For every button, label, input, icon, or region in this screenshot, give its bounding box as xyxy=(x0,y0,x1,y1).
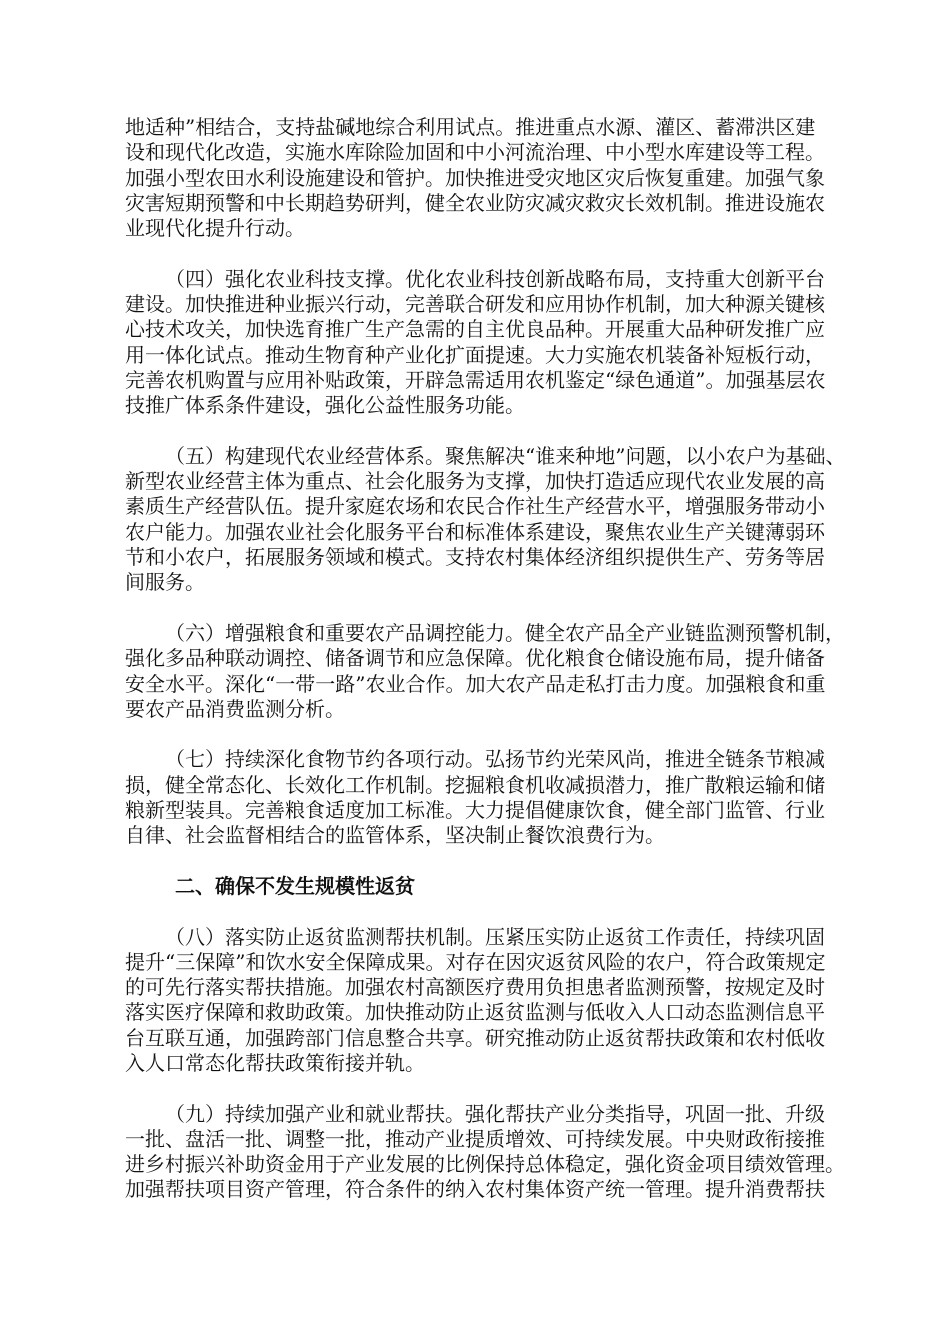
text-line: 入人口常态化帮扶政策衔接并轨。 xyxy=(125,1050,425,1075)
text-line: 灾害短期预警和中长期趋势研判，健全农业防灾减灾救灾长效机制。推进设施农 xyxy=(125,190,825,215)
text-line: 用一体化试点。推动生物育种产业化扩面提速。大力实施农机装备补短板行动， xyxy=(125,342,825,367)
paragraph-spacer xyxy=(125,241,807,266)
text-line: 落实医疗保障和救助政策。加快推动防止返贫监测与低收入人口动态监测信息平 xyxy=(125,1000,825,1025)
text-line: 进乡村振兴补助资金用于产业发展的比例保持总体稳定，强化资金项目绩效管理。 xyxy=(125,1152,845,1177)
text-line: 的可先行落实帮扶措施。加强农村高额医疗费用负担患者监测预警，按规定及时 xyxy=(125,975,825,1000)
text-line: 损，健全常态化、长效化工作机制。挖掘粮食机收减损潜力，推广散粮运输和储 xyxy=(125,772,825,797)
text-line: 强化多品种联动调控、储备调节和应急保障。优化粮食仓储设施布局，提升储备 xyxy=(125,646,825,671)
text-line: 农户能力。加强农业社会化服务平台和标准体系建设，聚焦农业生产关键薄弱环 xyxy=(125,519,825,544)
text-line: 建设。加快推进种业振兴行动，完善联合研发和应用协作机制，加大种源关键核 xyxy=(125,292,825,317)
text-line: （六）增强粮食和重要农产品调控能力。健全农产品全产业链监测预警机制， xyxy=(165,620,845,645)
text-line: 素质生产经营队伍。提升家庭农场和农民合作社生产经营水平，增强服务带动小 xyxy=(125,494,825,519)
paragraph xyxy=(125,443,846,596)
text-line: 要农产品消费监测分析。 xyxy=(125,696,345,721)
text-line: （四）强化农业科技支撑。优化农业科技创新战略布局，支持重大创新平台 xyxy=(165,266,825,291)
text-line: 间服务。 xyxy=(125,570,205,595)
text-line: 新型农业经营主体为重点、社会化服务为支撑，加快打造适应现代农业发展的高 xyxy=(125,469,825,494)
paragraph xyxy=(125,620,845,722)
paragraph-spacer xyxy=(125,722,807,747)
text-line: 加强帮扶项目资产管理，符合条件的纳入农村集体资产统一管理。提升消费帮扶 xyxy=(125,1177,825,1202)
paragraph-spacer xyxy=(125,1076,807,1101)
section-heading: 二、确保不发生规模性返贫 xyxy=(175,873,415,898)
paragraph xyxy=(125,924,826,1077)
text-line: （八）落实防止返贫监测帮扶机制。压紧压实防止返贫工作责任，持续巩固 xyxy=(165,924,825,949)
text-line: 业现代化提升行动。 xyxy=(125,216,305,241)
paragraph-spacer xyxy=(125,596,807,621)
text-line: 台互联互通，加强跨部门信息整合共享。研究推动防止返贫帮扶政策和农村低收 xyxy=(125,1025,825,1050)
text-line: 设和现代化改造，实施水库除险加固和中小河流治理、中小型水库建设等工程。 xyxy=(125,140,825,165)
text-line: 心技术攻关，加快选育推广生产急需的自主优良品种。开展重大品种研发推广应 xyxy=(125,317,825,342)
paragraph-spacer xyxy=(125,419,807,444)
text-line: 一批、盘活一批、调整一批，推动产业提质增效、可持续发展。中央财政衔接推 xyxy=(125,1126,825,1151)
paragraph xyxy=(125,1101,845,1203)
text-line: （五）构建现代农业经营体系。聚焦解决“谁来种地”问题，以小农户为基础、 xyxy=(165,443,846,468)
text-line: 节和小农户，拓展服务领域和模式。支持农村集体经济组织提供生产、劳务等居 xyxy=(125,545,825,570)
document-page xyxy=(125,115,846,1203)
text-line: 加强小型农田水利设施建设和管护。加快推进受灾地区灾后恢复重建。加强气象 xyxy=(125,165,825,190)
paragraph-spacer xyxy=(125,849,807,874)
text-line: 技推广体系条件建设，强化公益性服务功能。 xyxy=(125,393,525,418)
text-line: （九）持续加强产业和就业帮扶。强化帮扶产业分类指导，巩固一批、升级 xyxy=(165,1101,825,1126)
text-line: 粮新型装具。完善粮食适度加工标准。大力提倡健康饮食，健全部门监管、行业 xyxy=(125,798,825,823)
paragraph xyxy=(125,266,826,419)
text-line: 地适种”相结合，支持盐碱地综合利用试点。推进重点水源、灌区、蓄滞洪区建 xyxy=(125,115,816,139)
text-line: 提升“三保障”和饮水安全保障成果。对存在因灾返贫风险的农户，符合政策规定 xyxy=(125,949,826,974)
paragraph xyxy=(125,115,825,241)
text-line: 安全水平。深化“一带一路”农业合作。加大农产品走私打击力度。加强粮食和重 xyxy=(125,671,826,696)
text-line: （七）持续深化食物节约各项行动。弘扬节约光荣风尚，推进全链条节粮减 xyxy=(165,747,825,772)
paragraph-spacer xyxy=(125,899,807,924)
text-line: 完善农机购置与应用补贴政策，开辟急需适用农机鉴定“绿色通道”。加强基层农 xyxy=(125,367,826,392)
text-line: 自律、社会监督相结合的监管体系，坚决制止餐饮浪费行为。 xyxy=(125,823,665,848)
paragraph xyxy=(125,747,825,848)
